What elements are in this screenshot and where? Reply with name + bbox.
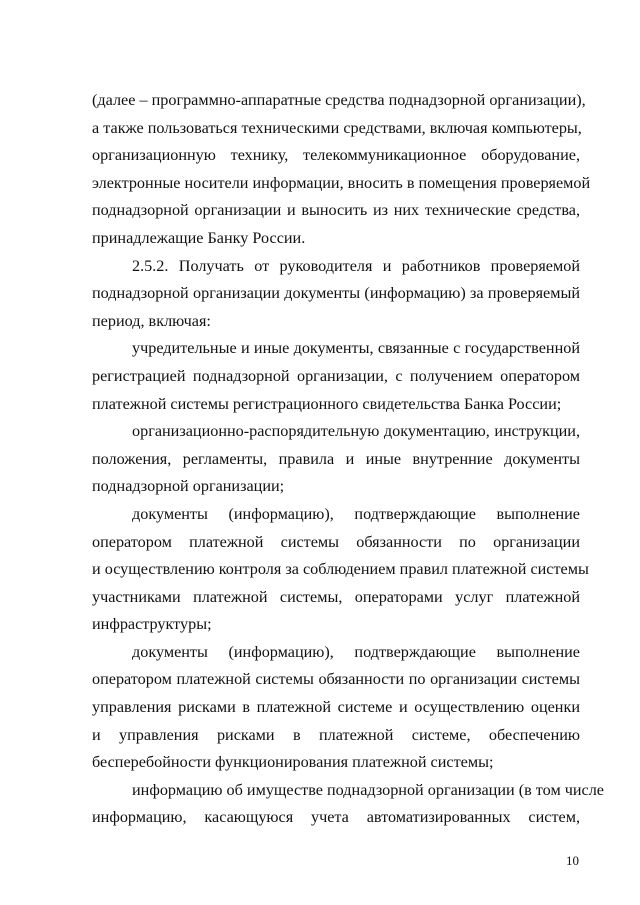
text-line: положения, регламенты, правила и иные внутренние документы <box>92 449 580 468</box>
text-line: информацию об имуществе поднадзорной организации (в том числе <box>132 780 604 799</box>
text-line: оператором платежной системы обязанности по организации <box>92 532 580 551</box>
text-line: поднадзорной организации; <box>92 477 285 496</box>
text-line: 2.5.2. Получать от руководителя и работников проверяемой <box>132 256 580 275</box>
paragraph <box>92 253 580 336</box>
paragraph <box>92 335 580 418</box>
text-line: учредительные и иные документы, связанные с государственной <box>132 339 580 358</box>
paragraph <box>92 777 604 832</box>
text-line: информацию, касающуюся учета автоматизированных систем, <box>92 808 580 827</box>
text-line: платежной системы регистрационного свидетельства Банка России; <box>92 394 562 413</box>
page-number: 10 <box>566 853 579 868</box>
text-line: и осуществлению контроля за соблюдением правил платежной системы <box>92 560 589 579</box>
text-line: документы (информацию), подтверждающие выполнение <box>132 504 580 523</box>
text-line: электронные носители информации, вносить в помещения проверяемой <box>92 173 591 192</box>
text-line: регистрацией поднадзорной организации, с получением оператором <box>92 366 580 385</box>
text-line: поднадзорной организации и выносить из них технические средства, <box>92 201 580 220</box>
text-line: оператором платежной системы обязанности по организации системы <box>92 670 580 689</box>
document-body <box>92 87 604 832</box>
text-line: и управления рисками в платежной системе, обеспечению <box>92 725 580 744</box>
text-line: участниками платежной системы, операторами услуг платежной <box>92 587 580 606</box>
text-line: принадлежащие Банку России. <box>92 228 306 247</box>
paragraph <box>92 501 589 639</box>
text-line: а также пользоваться техническими средствами, включая компьютеры, <box>92 118 582 137</box>
text-line: организационную технику, телекоммуникационное оборудование, <box>92 146 580 165</box>
text-line: поднадзорной организации документы (информацию) за проверяемый <box>92 284 580 303</box>
text-line: управления рисками в платежной системе и осуществлению оценки <box>92 698 580 717</box>
text-line: организационно-распорядительную документацию, инструкции, <box>132 422 580 441</box>
text-line: период, включая: <box>92 311 211 330</box>
text-line: (далее – программно-аппаратные средства поднадзорной организации), <box>92 91 586 109</box>
paragraph <box>92 418 580 501</box>
text-line: инфраструктуры; <box>92 615 212 634</box>
text-line: бесперебойности функционирования платежной системы; <box>92 753 494 772</box>
paragraph <box>92 639 580 777</box>
text-line: документы (информацию), подтверждающие выполнение <box>132 642 580 661</box>
paragraph <box>92 87 591 253</box>
